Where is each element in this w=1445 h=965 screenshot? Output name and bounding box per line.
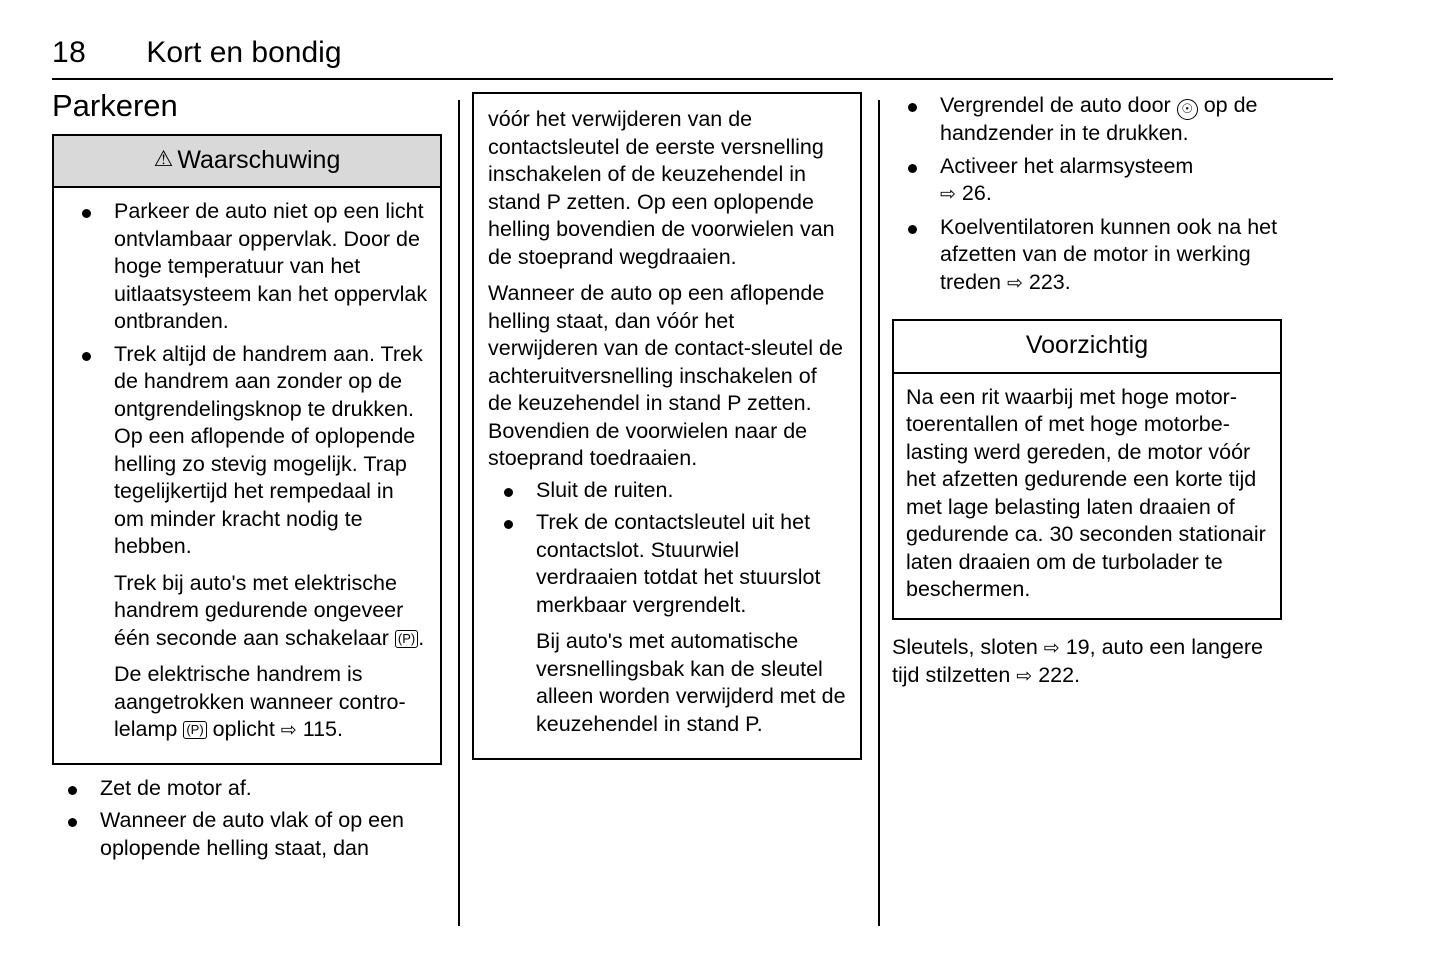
- caution-box-body: [894, 374, 1280, 618]
- list-item: Zet de motor af.: [52, 775, 446, 803]
- column-3: [892, 92, 1286, 922]
- reference-arrow-icon: ⇨: [280, 720, 297, 741]
- list-item: Wanneer de auto vlak of op een oplopende helling staat, dan: [52, 807, 446, 862]
- column-2-paragraph-3: Bij auto's met automatische versnellingsbak kan de sleutel alleen worden verwijderd met de keuzehendel in stand P.: [536, 629, 846, 736]
- section-title-parkeren: Parkeren: [52, 88, 178, 123]
- reference-arrow-icon: ⇨: [1016, 666, 1033, 687]
- column-3-bullet-list: [892, 92, 1286, 297]
- list-item: Parkeer de auto niet op een licht ontvlambaar oppervlak. Door de hoge temperatuur van het uitlaatsysteem kan het oppervlak ontbranden.: [66, 198, 428, 336]
- list-item: Trek altijd de handrem aan. Trek de handrem aan zonder op de ontgrendelingsknop te drukken. Op een aflopende of oplopende helling zo stevig mogelijk. Trap tegelijkertijd het rempedaal in om minder kracht nodig te hebben.: [66, 341, 428, 561]
- warning-paragraph-1: [66, 570, 428, 653]
- warning-triangle-icon: ⚠: [153, 146, 174, 172]
- warning-paragraph-2-ref: 115.: [302, 717, 343, 741]
- warning-box-title: Waarschuwing: [177, 145, 341, 174]
- caution-box-text: Na een rit waarbij met hoge motor-toerentallen of met hoge motorbe-lasting werd gereden, de motor vóór het afzetten gedurende een korte tijd met lage belasting laten draaien of gedurende ca. 30 seconden stationair laten draaien om de turbolader te beschermen.: [906, 384, 1266, 601]
- list-item-text-tail: op de handzender in te drukken.: [940, 93, 1258, 145]
- column-divider-2: [866, 92, 892, 922]
- warning-paragraph-2-text: De elektrische handrem is aangetrokken wanneer contro-lelamp: [114, 662, 406, 741]
- warning-bullet-list: [66, 198, 428, 561]
- warning-box: [52, 134, 442, 765]
- column-1: [52, 88, 446, 922]
- list-item-ref: 223.: [1028, 269, 1071, 294]
- caution-box-header: [894, 321, 1280, 374]
- chapter-title: Kort en bondig: [146, 36, 342, 69]
- list-item-text: Vergrendel de auto door: [940, 93, 1171, 117]
- list-item-ref: 26.: [961, 181, 992, 205]
- footer-ref-1: 19, auto een langere tijd stilzetten: [892, 634, 1263, 687]
- reference-arrow-icon: ⇨: [940, 184, 956, 205]
- list-item: Trek de contactsleutel uit het contactslot. Stuurwiel verdraaien totdat het stuurslot merkbaar vergrendelt.: [488, 509, 846, 619]
- list-item-text: Activeer het alarmsysteem: [940, 153, 1194, 178]
- page-header: [52, 36, 1333, 80]
- parkeren-bullet-list: [52, 775, 446, 863]
- warning-paragraph-1-text: Trek bij auto's met elektrische handrem gedurende ongeveer één seconde aan schakelaar: [114, 570, 404, 650]
- list-item: Sluit de ruiten.: [488, 477, 846, 505]
- footer-ref-2: 222.: [1038, 663, 1081, 687]
- parking-brake-icon: (P): [395, 630, 418, 648]
- column-2-paragraph-2: Wanneer de auto op een aflopende helling staat, dan vóór het verwijderen van de contact-sleutel de achteruitversnelling inschakelen of de keuzehendel in stand P zetten. Bovendien de voorwielen naar de stoeprand toedraaien.: [488, 281, 843, 470]
- warning-paragraph-2: [66, 661, 428, 745]
- footer-text: Sleutels, sloten: [892, 634, 1038, 659]
- column-2-paragraph-1: vóór het verwijderen van de contactsleutel de eerste versnelling inschakelen of de keuzehendel in stand P zetten. Op een oplopende helling bovendien de voorwielen van de stoeprand wegdraaien.: [488, 107, 835, 269]
- warning-paragraph-2-mid: oplicht: [212, 717, 275, 741]
- column-2-bullet-list: [488, 477, 846, 620]
- reference-arrow-icon: ⇨: [1043, 637, 1060, 659]
- list-item: [892, 214, 1286, 298]
- column-2: [472, 92, 866, 922]
- caution-box: [892, 319, 1282, 620]
- lock-key-icon: ☉: [1177, 99, 1198, 120]
- warning-paragraph-1-tail: .: [418, 625, 425, 650]
- column-3-footer: [892, 634, 1286, 691]
- warning-box-body: [54, 188, 440, 763]
- list-item-text: Koelventilatoren kunnen ook na het afzetten van de motor in werking treden: [940, 214, 1278, 294]
- content-columns: [52, 88, 1333, 922]
- list-item: [892, 92, 1286, 148]
- caution-box-title: Voorzichtig: [1025, 331, 1149, 359]
- reference-arrow-icon: ⇨: [1006, 272, 1023, 294]
- parking-brake-icon: (P): [183, 721, 206, 739]
- column-divider-1: [446, 92, 472, 922]
- warning-box-header: [54, 136, 440, 189]
- page-number: 18: [52, 36, 87, 69]
- column-2-box: [472, 92, 862, 760]
- list-item: [892, 153, 1286, 209]
